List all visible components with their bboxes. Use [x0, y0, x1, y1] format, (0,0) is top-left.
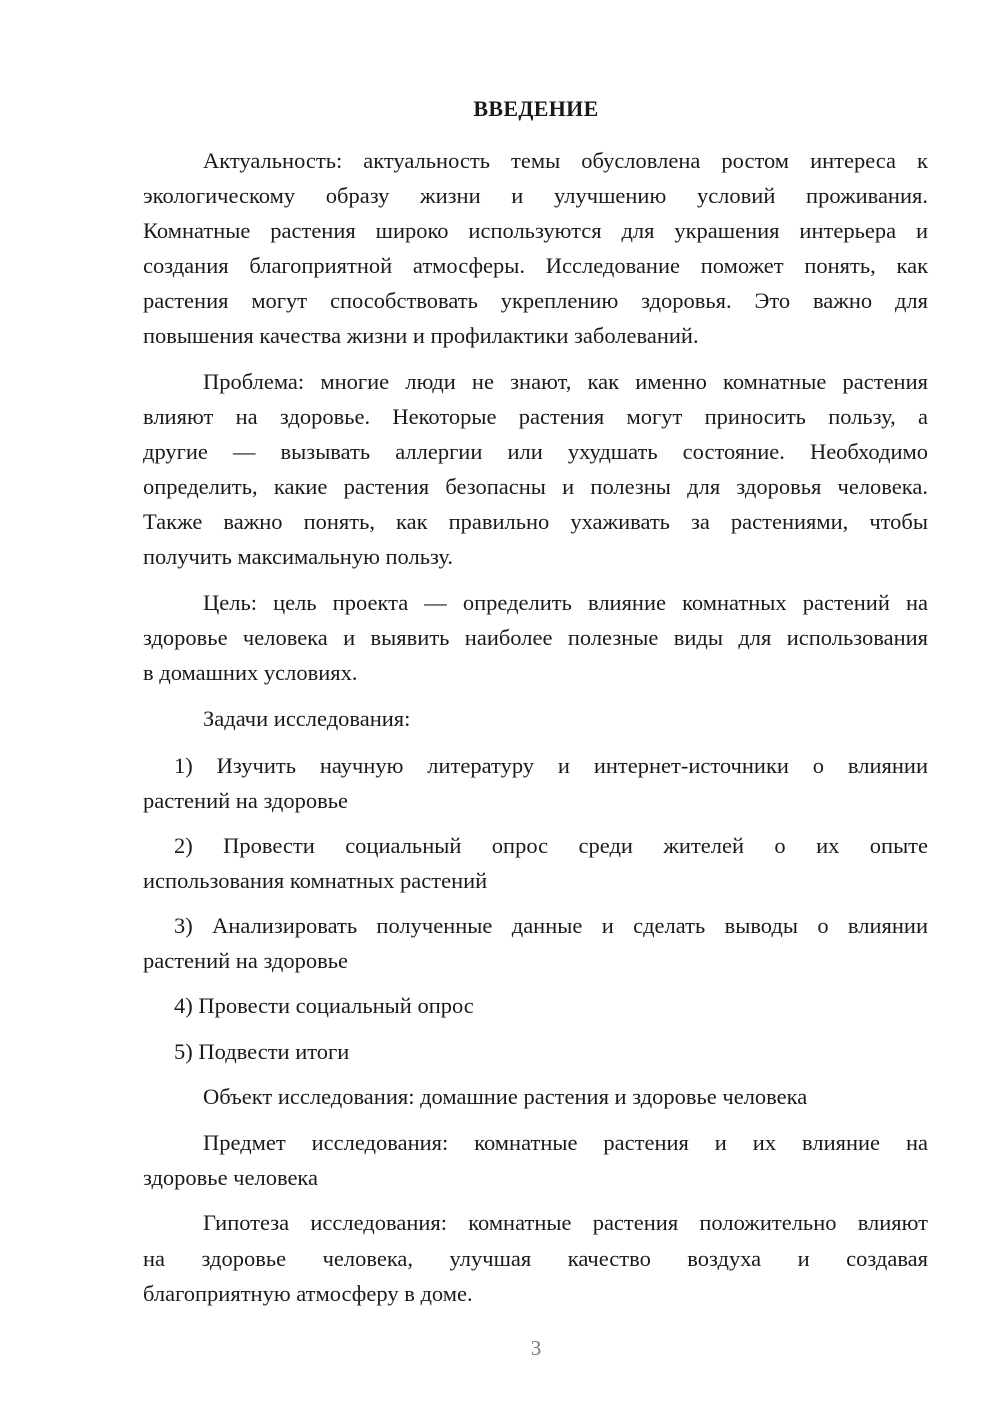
text-line: здоровье человека и выявить наиболее полезные виды для использования	[143, 625, 928, 650]
text-line: определить, какие растения безопасны и полезны для здоровья человека.	[143, 474, 928, 499]
task-item: 5) Подвести итоги	[174, 1039, 350, 1064]
tasks-heading: Задачи исследования:	[203, 706, 411, 731]
text-line: повышения качества жизни и профилактики заболеваний.	[143, 323, 699, 348]
text-line: растения могут способствовать укреплению здоровья. Это важно для	[143, 288, 928, 313]
page-number: 3	[530, 1336, 542, 1360]
text-line: Также важно понять, как правильно ухаживать за растениями, чтобы	[143, 509, 928, 534]
task-item: 2) Провести социальный опрос среди жителей о их опыте	[174, 833, 928, 858]
text-line: Комнатные растения широко используются для украшения интерьера и	[143, 218, 928, 243]
text-line: на здоровье человека, улучшая качество воздуха и создавая	[143, 1246, 928, 1271]
task-item-continuation: использования комнатных растений	[143, 868, 488, 893]
text-line: создания благоприятной атмосферы. Исследование поможет понять, как	[143, 253, 928, 278]
text-line: Актуальность: актуальность темы обусловлена ростом интереса к	[203, 148, 928, 173]
text-line: здоровье человека	[143, 1165, 319, 1190]
text-line: другие — вызывать аллергии или ухудшать состояние. Необходимо	[143, 439, 928, 464]
text-line: Цель: цель проекта — определить влияние комнатных растений на	[203, 590, 928, 615]
text-line: влияют на здоровье. Некоторые растения могут приносить пользу, а	[143, 404, 928, 429]
text-line: получить максимальную пользу.	[143, 544, 454, 569]
text-line: Гипотеза исследования: комнатные растения положительно влияют	[203, 1210, 928, 1235]
text-line: в домашних условиях.	[143, 660, 358, 685]
text-line: благоприятную атмосферу в доме.	[143, 1281, 473, 1306]
task-item: 4) Провести социальный опрос	[174, 993, 474, 1018]
object-paragraph: Объект исследования: домашние растения и здоровье человека	[203, 1084, 808, 1109]
task-item: 3) Анализировать полученные данные и сделать выводы о влиянии	[174, 913, 928, 938]
page-title: ВВЕДЕНИЕ	[473, 96, 599, 121]
text-line: Проблема: многие люди не знают, как именно комнатные растения	[203, 369, 928, 394]
text-line: экологическому образу жизни и улучшению условий проживания.	[143, 183, 928, 208]
task-item-continuation: растений на здоровье	[143, 788, 348, 813]
task-item: 1) Изучить научную литературу и интернет-источники о влиянии	[174, 753, 928, 778]
task-item-continuation: растений на здоровье	[143, 948, 348, 973]
text-line: Предмет исследования: комнатные растения и их влияние на	[203, 1130, 928, 1155]
